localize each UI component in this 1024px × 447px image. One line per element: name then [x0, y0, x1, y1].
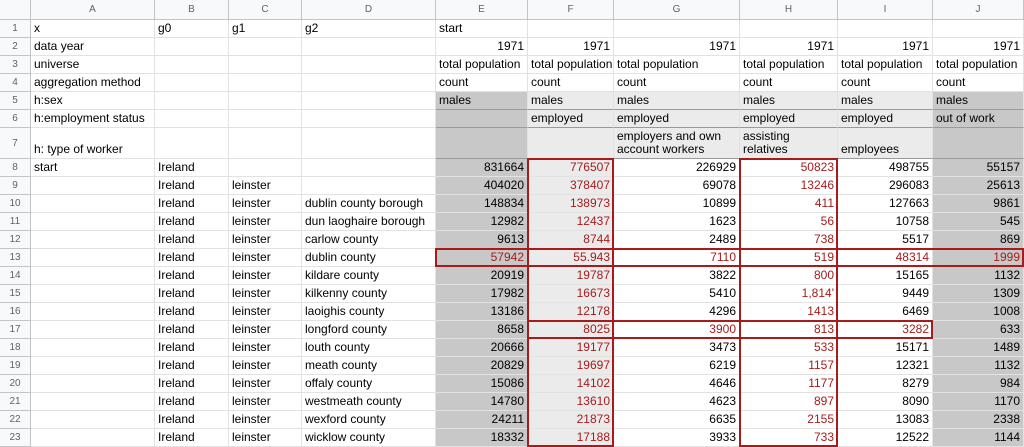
row-header-2[interactable]: 2	[0, 38, 31, 56]
cell-j20[interactable]: 984	[933, 375, 1024, 393]
cell-j4[interactable]: count	[933, 74, 1024, 92]
cell-f14[interactable]: 19787	[528, 267, 614, 285]
cell-h21[interactable]: 897	[740, 393, 838, 411]
cell-a11[interactable]	[31, 213, 155, 231]
cell-a13[interactable]	[31, 249, 155, 267]
cell-b17[interactable]: Ireland	[155, 321, 229, 339]
column-header-h[interactable]: H	[740, 0, 838, 20]
cell-h6[interactable]: employed	[740, 110, 838, 128]
cell-a5[interactable]: h:sex	[31, 92, 155, 110]
cell-d4[interactable]	[302, 74, 436, 92]
cell-e17[interactable]: 8658	[436, 321, 528, 339]
cell-h18[interactable]: 533	[740, 339, 838, 357]
cell-d23[interactable]: wicklow county	[302, 429, 436, 447]
cell-i7[interactable]: employees	[838, 128, 933, 159]
cell-h22[interactable]: 2155	[740, 411, 838, 429]
cell-i21[interactable]: 8090	[838, 393, 933, 411]
cell-f19[interactable]: 19697	[528, 357, 614, 375]
cell-i17[interactable]: 3282	[838, 321, 933, 339]
cell-a18[interactable]	[31, 339, 155, 357]
cell-i20[interactable]: 8279	[838, 375, 933, 393]
cell-i9[interactable]: 296083	[838, 177, 933, 195]
cell-j22[interactable]: 2338	[933, 411, 1024, 429]
cell-h20[interactable]: 1177	[740, 375, 838, 393]
cell-d9[interactable]	[302, 177, 436, 195]
cell-j3[interactable]: total population	[933, 56, 1024, 74]
cell-e9[interactable]: 404020	[436, 177, 528, 195]
row-header-16[interactable]: 16	[0, 303, 31, 321]
cell-b10[interactable]: Ireland	[155, 195, 229, 213]
cell-g13[interactable]: 7110	[614, 249, 740, 267]
cell-h14[interactable]: 800	[740, 267, 838, 285]
cell-d11[interactable]: dun laoghaire borough	[302, 213, 436, 231]
row-header-21[interactable]: 21	[0, 393, 31, 411]
column-header-j[interactable]: J	[933, 0, 1024, 20]
cell-h10[interactable]: 411	[740, 195, 838, 213]
row-header-7[interactable]: 7	[0, 128, 31, 159]
cell-g16[interactable]: 4296	[614, 303, 740, 321]
cell-f15[interactable]: 16673	[528, 285, 614, 303]
cell-b21[interactable]: Ireland	[155, 393, 229, 411]
cell-g12[interactable]: 2489	[614, 231, 740, 249]
column-header-g[interactable]: G	[614, 0, 740, 20]
cell-j12[interactable]: 869	[933, 231, 1024, 249]
cell-j11[interactable]: 545	[933, 213, 1024, 231]
cell-f9[interactable]: 378407	[528, 177, 614, 195]
cell-i16[interactable]: 6469	[838, 303, 933, 321]
cell-e22[interactable]: 24211	[436, 411, 528, 429]
cell-c2[interactable]	[229, 38, 302, 56]
cell-c14[interactable]: leinster	[229, 267, 302, 285]
cell-g2[interactable]: 1971	[614, 38, 740, 56]
cell-d17[interactable]: longford county	[302, 321, 436, 339]
cell-b4[interactable]	[155, 74, 229, 92]
cell-c16[interactable]: leinster	[229, 303, 302, 321]
cell-i3[interactable]: total population	[838, 56, 933, 74]
cell-j17[interactable]: 633	[933, 321, 1024, 339]
cell-e16[interactable]: 13186	[436, 303, 528, 321]
cell-c13[interactable]: leinster	[229, 249, 302, 267]
cell-e21[interactable]: 14780	[436, 393, 528, 411]
column-header-e[interactable]: E	[436, 0, 528, 20]
cell-e15[interactable]: 17982	[436, 285, 528, 303]
cell-e11[interactable]: 12982	[436, 213, 528, 231]
cell-g15[interactable]: 5410	[614, 285, 740, 303]
column-header-a[interactable]: A	[31, 0, 155, 20]
cell-c10[interactable]: leinster	[229, 195, 302, 213]
cell-j16[interactable]: 1008	[933, 303, 1024, 321]
row-header-19[interactable]: 19	[0, 357, 31, 375]
cell-c1[interactable]: g1	[229, 20, 302, 38]
column-header-f[interactable]: F	[528, 0, 614, 20]
column-header-d[interactable]: D	[302, 0, 436, 20]
cell-i5[interactable]: males	[838, 92, 933, 110]
cell-c15[interactable]: leinster	[229, 285, 302, 303]
cell-d22[interactable]: wexford county	[302, 411, 436, 429]
cell-g17[interactable]: 3900	[614, 321, 740, 339]
cell-h12[interactable]: 738	[740, 231, 838, 249]
cell-i10[interactable]: 127663	[838, 195, 933, 213]
row-header-10[interactable]: 10	[0, 195, 31, 213]
cell-b6[interactable]	[155, 110, 229, 128]
cell-f8[interactable]: 776507	[528, 159, 614, 177]
cell-a23[interactable]	[31, 429, 155, 447]
column-header-i[interactable]: I	[838, 0, 933, 20]
cell-c17[interactable]: leinster	[229, 321, 302, 339]
cell-a4[interactable]: aggregation method	[31, 74, 155, 92]
cell-g23[interactable]: 3933	[614, 429, 740, 447]
cell-j2[interactable]: 1971	[933, 38, 1024, 56]
cell-f10[interactable]: 138973	[528, 195, 614, 213]
cell-a19[interactable]	[31, 357, 155, 375]
cell-h16[interactable]: 1413	[740, 303, 838, 321]
cell-g21[interactable]: 4623	[614, 393, 740, 411]
cell-f20[interactable]: 14102	[528, 375, 614, 393]
cell-c5[interactable]	[229, 92, 302, 110]
row-header-12[interactable]: 12	[0, 231, 31, 249]
cell-b12[interactable]: Ireland	[155, 231, 229, 249]
cell-d7[interactable]	[302, 128, 436, 159]
cell-c19[interactable]: leinster	[229, 357, 302, 375]
cell-g9[interactable]: 69078	[614, 177, 740, 195]
cell-g14[interactable]: 3822	[614, 267, 740, 285]
cell-g1[interactable]	[614, 20, 740, 38]
cell-f12[interactable]: 8744	[528, 231, 614, 249]
cell-a6[interactable]: h:employment status	[31, 110, 155, 128]
cell-d15[interactable]: kilkenny county	[302, 285, 436, 303]
cell-a22[interactable]	[31, 411, 155, 429]
cell-g18[interactable]: 3473	[614, 339, 740, 357]
cell-f16[interactable]: 12178	[528, 303, 614, 321]
cell-i23[interactable]: 12522	[838, 429, 933, 447]
cell-d12[interactable]: carlow county	[302, 231, 436, 249]
cell-e14[interactable]: 20919	[436, 267, 528, 285]
cell-d19[interactable]: meath county	[302, 357, 436, 375]
cell-e18[interactable]: 20666	[436, 339, 528, 357]
cell-j9[interactable]: 25613	[933, 177, 1024, 195]
cell-h15[interactable]: 1,814'	[740, 285, 838, 303]
cell-a1[interactable]: x	[31, 20, 155, 38]
row-header-15[interactable]: 15	[0, 285, 31, 303]
cell-e23[interactable]: 18332	[436, 429, 528, 447]
cell-b2[interactable]	[155, 38, 229, 56]
cell-h3[interactable]: total population	[740, 56, 838, 74]
cell-e19[interactable]: 20829	[436, 357, 528, 375]
cell-c18[interactable]: leinster	[229, 339, 302, 357]
cell-b11[interactable]: Ireland	[155, 213, 229, 231]
cell-i1[interactable]	[838, 20, 933, 38]
cell-j21[interactable]: 1170	[933, 393, 1024, 411]
cell-a10[interactable]	[31, 195, 155, 213]
cell-i6[interactable]: employed	[838, 110, 933, 128]
cell-i11[interactable]: 10758	[838, 213, 933, 231]
cell-a9[interactable]	[31, 177, 155, 195]
cell-g3[interactable]: total population	[614, 56, 740, 74]
cell-i14[interactable]: 15165	[838, 267, 933, 285]
cell-c12[interactable]: leinster	[229, 231, 302, 249]
cell-f11[interactable]: 12437	[528, 213, 614, 231]
cell-b3[interactable]	[155, 56, 229, 74]
cell-i13[interactable]: 48314	[838, 249, 933, 267]
row-header-17[interactable]: 17	[0, 321, 31, 339]
cell-b9[interactable]: Ireland	[155, 177, 229, 195]
cell-e10[interactable]: 148834	[436, 195, 528, 213]
cell-d5[interactable]	[302, 92, 436, 110]
cell-d16[interactable]: laoighis county	[302, 303, 436, 321]
cell-i4[interactable]: count	[838, 74, 933, 92]
cell-b20[interactable]: Ireland	[155, 375, 229, 393]
row-header-20[interactable]: 20	[0, 375, 31, 393]
cell-e5[interactable]: males	[436, 92, 528, 110]
cell-g7[interactable]: employers and own account workers	[614, 128, 740, 159]
cell-i15[interactable]: 9449	[838, 285, 933, 303]
cell-b15[interactable]: Ireland	[155, 285, 229, 303]
cell-f23[interactable]: 17188	[528, 429, 614, 447]
cell-g22[interactable]: 6635	[614, 411, 740, 429]
cell-j18[interactable]: 1489	[933, 339, 1024, 357]
cell-f18[interactable]: 19177	[528, 339, 614, 357]
cell-c11[interactable]: leinster	[229, 213, 302, 231]
cell-g11[interactable]: 1623	[614, 213, 740, 231]
cell-j19[interactable]: 1132	[933, 357, 1024, 375]
cell-c7[interactable]	[229, 128, 302, 159]
row-header-8[interactable]: 8	[0, 159, 31, 177]
cell-f6[interactable]: employed	[528, 110, 614, 128]
cell-c23[interactable]: leinster	[229, 429, 302, 447]
cell-d20[interactable]: offaly county	[302, 375, 436, 393]
cell-i19[interactable]: 12321	[838, 357, 933, 375]
cell-d14[interactable]: kildare county	[302, 267, 436, 285]
cell-a8[interactable]: start	[31, 159, 155, 177]
row-header-18[interactable]: 18	[0, 339, 31, 357]
cell-g8[interactable]: 226929	[614, 159, 740, 177]
cell-f17[interactable]: 8025	[528, 321, 614, 339]
row-header-1[interactable]: 1	[0, 20, 31, 38]
cell-c3[interactable]	[229, 56, 302, 74]
cell-j6[interactable]: out of work	[933, 110, 1024, 128]
cell-c6[interactable]	[229, 110, 302, 128]
cell-a16[interactable]	[31, 303, 155, 321]
cell-b14[interactable]: Ireland	[155, 267, 229, 285]
cell-f4[interactable]: count	[528, 74, 614, 92]
cell-d21[interactable]: westmeath county	[302, 393, 436, 411]
cell-i8[interactable]: 498755	[838, 159, 933, 177]
row-header-5[interactable]: 5	[0, 92, 31, 110]
cell-h11[interactable]: 56	[740, 213, 838, 231]
row-header-11[interactable]: 11	[0, 213, 31, 231]
cell-a14[interactable]	[31, 267, 155, 285]
cell-e2[interactable]: 1971	[436, 38, 528, 56]
row-header-13[interactable]: 13	[0, 249, 31, 267]
cell-a20[interactable]	[31, 375, 155, 393]
cell-d3[interactable]	[302, 56, 436, 74]
cell-b22[interactable]: Ireland	[155, 411, 229, 429]
cell-f21[interactable]: 13610	[528, 393, 614, 411]
cell-i18[interactable]: 15171	[838, 339, 933, 357]
cell-d1[interactable]: g2	[302, 20, 436, 38]
cell-j1[interactable]	[933, 20, 1024, 38]
cell-a15[interactable]	[31, 285, 155, 303]
column-header-c[interactable]: C	[229, 0, 302, 20]
cell-h9[interactable]: 13246	[740, 177, 838, 195]
cell-h8[interactable]: 50823	[740, 159, 838, 177]
select-all-corner[interactable]	[0, 0, 31, 20]
row-header-9[interactable]: 9	[0, 177, 31, 195]
cell-j7[interactable]	[933, 128, 1024, 159]
cell-g5[interactable]: males	[614, 92, 740, 110]
cell-b13[interactable]: Ireland	[155, 249, 229, 267]
cell-d8[interactable]	[302, 159, 436, 177]
cell-e12[interactable]: 9613	[436, 231, 528, 249]
cell-h2[interactable]: 1971	[740, 38, 838, 56]
cell-b23[interactable]: Ireland	[155, 429, 229, 447]
cell-c4[interactable]	[229, 74, 302, 92]
cell-a17[interactable]	[31, 321, 155, 339]
cell-j14[interactable]: 1132	[933, 267, 1024, 285]
cell-f2[interactable]: 1971	[528, 38, 614, 56]
cell-f7[interactable]	[528, 128, 614, 159]
cell-j23[interactable]: 1144	[933, 429, 1024, 447]
cell-g6[interactable]: employed	[614, 110, 740, 128]
cell-a7[interactable]: h: type of worker	[31, 128, 155, 159]
cell-f1[interactable]	[528, 20, 614, 38]
cell-h1[interactable]	[740, 20, 838, 38]
cell-a3[interactable]: universe	[31, 56, 155, 74]
cell-c20[interactable]: leinster	[229, 375, 302, 393]
cell-b8[interactable]: Ireland	[155, 159, 229, 177]
cell-b19[interactable]: Ireland	[155, 357, 229, 375]
cell-h5[interactable]: males	[740, 92, 838, 110]
cell-i22[interactable]: 13083	[838, 411, 933, 429]
cell-c22[interactable]: leinster	[229, 411, 302, 429]
cell-g10[interactable]: 10899	[614, 195, 740, 213]
cell-j8[interactable]: 55157	[933, 159, 1024, 177]
cell-c21[interactable]: leinster	[229, 393, 302, 411]
cell-e20[interactable]: 15086	[436, 375, 528, 393]
cell-e7[interactable]	[436, 128, 528, 159]
cell-c8[interactable]	[229, 159, 302, 177]
cell-e4[interactable]: count	[436, 74, 528, 92]
cell-a12[interactable]	[31, 231, 155, 249]
cell-d6[interactable]	[302, 110, 436, 128]
cell-f22[interactable]: 21873	[528, 411, 614, 429]
cell-d13[interactable]: dublin county	[302, 249, 436, 267]
cell-j13[interactable]: 1999	[933, 249, 1024, 267]
cell-h19[interactable]: 1157	[740, 357, 838, 375]
cell-d2[interactable]	[302, 38, 436, 56]
cell-d18[interactable]: louth county	[302, 339, 436, 357]
cell-b18[interactable]: Ireland	[155, 339, 229, 357]
row-header-22[interactable]: 22	[0, 411, 31, 429]
row-header-14[interactable]: 14	[0, 267, 31, 285]
cell-h23[interactable]: 733	[740, 429, 838, 447]
cell-a21[interactable]	[31, 393, 155, 411]
cell-j15[interactable]: 1309	[933, 285, 1024, 303]
cell-e6[interactable]	[436, 110, 528, 128]
cell-e8[interactable]: 831664	[436, 159, 528, 177]
row-header-6[interactable]: 6	[0, 110, 31, 128]
cell-e1[interactable]: start	[436, 20, 528, 38]
cell-d10[interactable]: dublin county borough	[302, 195, 436, 213]
cell-f13[interactable]: 55.943	[528, 249, 614, 267]
cell-g19[interactable]: 6219	[614, 357, 740, 375]
row-header-23[interactable]: 23	[0, 429, 31, 447]
cell-h17[interactable]: 813	[740, 321, 838, 339]
cell-h7[interactable]: assisting relatives	[740, 128, 838, 159]
cell-b7[interactable]	[155, 128, 229, 159]
cell-e3[interactable]: total population	[436, 56, 528, 74]
cell-g20[interactable]: 4646	[614, 375, 740, 393]
row-header-4[interactable]: 4	[0, 74, 31, 92]
cell-b1[interactable]: g0	[155, 20, 229, 38]
row-header-3[interactable]: 3	[0, 56, 31, 74]
cell-j10[interactable]: 9861	[933, 195, 1024, 213]
cell-g4[interactable]: count	[614, 74, 740, 92]
cell-c9[interactable]: leinster	[229, 177, 302, 195]
cell-i2[interactable]: 1971	[838, 38, 933, 56]
cell-i12[interactable]: 5517	[838, 231, 933, 249]
cell-h4[interactable]: count	[740, 74, 838, 92]
cell-j5[interactable]: males	[933, 92, 1024, 110]
column-header-b[interactable]: B	[155, 0, 229, 20]
cell-f3[interactable]: total population	[528, 56, 614, 74]
cell-f5[interactable]: males	[528, 92, 614, 110]
cell-h13[interactable]: 519	[740, 249, 838, 267]
cell-a2[interactable]: data year	[31, 38, 155, 56]
cell-b16[interactable]: Ireland	[155, 303, 229, 321]
cell-e13[interactable]: 57942	[436, 249, 528, 267]
cell-b5[interactable]	[155, 92, 229, 110]
